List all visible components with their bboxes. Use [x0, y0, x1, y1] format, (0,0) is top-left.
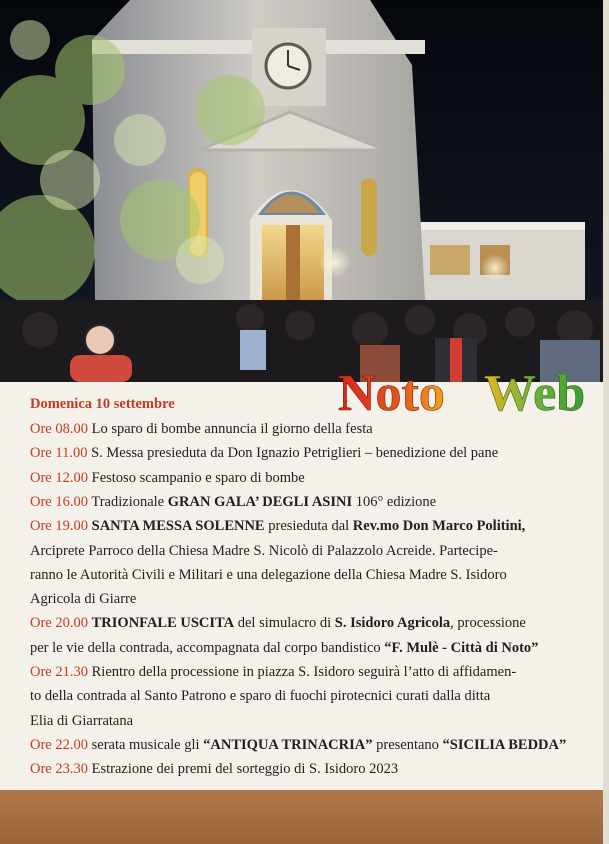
schedule-line — [30, 470, 305, 487]
watermark-word-noto: Noto — [338, 365, 445, 422]
schedule-line — [30, 615, 526, 632]
schedule-text: , processione — [450, 615, 526, 632]
bottom-brown-strip — [0, 790, 609, 844]
schedule-text: Tradizionale — [88, 493, 168, 510]
schedule-time: Ore 21.30 — [30, 664, 88, 680]
schedule-text: Arciprete Parroco della Chiesa Madre S. Nicolò di Palazzolo Acreide. Partecipe- — [30, 542, 498, 559]
schedule-text: serata musicale gli — [88, 736, 204, 753]
schedule-line — [30, 664, 516, 681]
schedule-text: ranno le Autorità Civili e Militari e una delegazione della Chiesa Madre S. Isidoro — [30, 566, 507, 583]
schedule-text: Rientro della processione in piazza S. Isidoro seguirà l’atto di affidamen- — [88, 664, 517, 680]
noto-web-watermark — [334, 362, 606, 422]
schedule-text: SANTA MESSA SOLENNE — [91, 518, 265, 535]
schedule-text: Festoso scampanio e sparo di bombe — [88, 469, 305, 486]
schedule-line — [30, 688, 490, 705]
schedule-time: Ore 22.00 — [30, 736, 88, 753]
schedule-text: “F. Mulè - Città di Noto” — [384, 639, 539, 656]
schedule-text: presentano — [372, 736, 443, 753]
schedule-line — [30, 640, 538, 657]
schedule-line — [30, 494, 436, 511]
schedule-line — [30, 761, 398, 778]
schedule-line — [30, 591, 136, 608]
schedule-text: to della contrada al Santo Patrono e sparo di fuochi pirotecnici curati dalla ditta — [30, 688, 491, 705]
schedule-line — [30, 445, 498, 462]
schedule-line — [30, 518, 525, 535]
schedule-time: Ore 19.00 — [30, 518, 88, 535]
watermark-word-web: Web — [484, 365, 586, 422]
schedule-text: S. Isidoro Agricola — [334, 615, 451, 632]
schedule-time: Ore 08.00 — [30, 421, 88, 437]
church-facade-night-photo-icon — [0, 0, 609, 382]
schedule-line — [30, 421, 373, 438]
schedule-text: GRAN GALA’ DEGLI ASINI — [167, 493, 353, 510]
schedule-text: TRIONFALE USCITA — [91, 615, 235, 632]
schedule-text: “ANTIQUA TRINACRIA” — [203, 736, 373, 753]
schedule-text: Lo sparo di bombe annuncia il giorno della festa — [88, 421, 373, 437]
schedule-text: “SICILIA BEDDA” — [442, 736, 567, 753]
schedule-text: 106° edizione — [352, 493, 437, 510]
schedule-text: Estrazione dei premi del sorteggio di S. Isidoro 2023 — [88, 761, 399, 778]
schedule-text: Agricola di Giarre — [30, 591, 137, 608]
schedule-line — [30, 543, 498, 560]
schedule-text: Elia di Giarratana — [30, 712, 134, 729]
page-edge — [603, 0, 609, 844]
church-photo — [0, 0, 609, 382]
noto-web-logo-icon — [334, 362, 606, 422]
schedule-time: Ore 11.00 — [30, 445, 88, 462]
schedule-time: Ore 16.00 — [30, 493, 88, 510]
schedule-time: Ore 12.00 — [30, 469, 88, 486]
schedule-time: Ore 20.00 — [30, 615, 88, 632]
schedule-line — [30, 567, 507, 584]
schedule-text: del simulacro di — [234, 615, 335, 632]
schedule-text: presieduta dal — [264, 518, 353, 535]
schedule-line — [30, 737, 566, 754]
schedule-text: per le vie della contrada, accompagnata dal corpo bandistico — [30, 639, 385, 656]
schedule-day-heading: Domenica 10 settembre — [30, 396, 175, 412]
schedule-line — [30, 713, 133, 730]
schedule-text: Rev.mo Don Marco Politini, — [352, 518, 526, 535]
schedule-time: Ore 23.30 — [30, 761, 88, 778]
schedule-text: S. Messa presieduta da Don Ignazio Petriglieri – benedizione del pane — [87, 445, 499, 462]
